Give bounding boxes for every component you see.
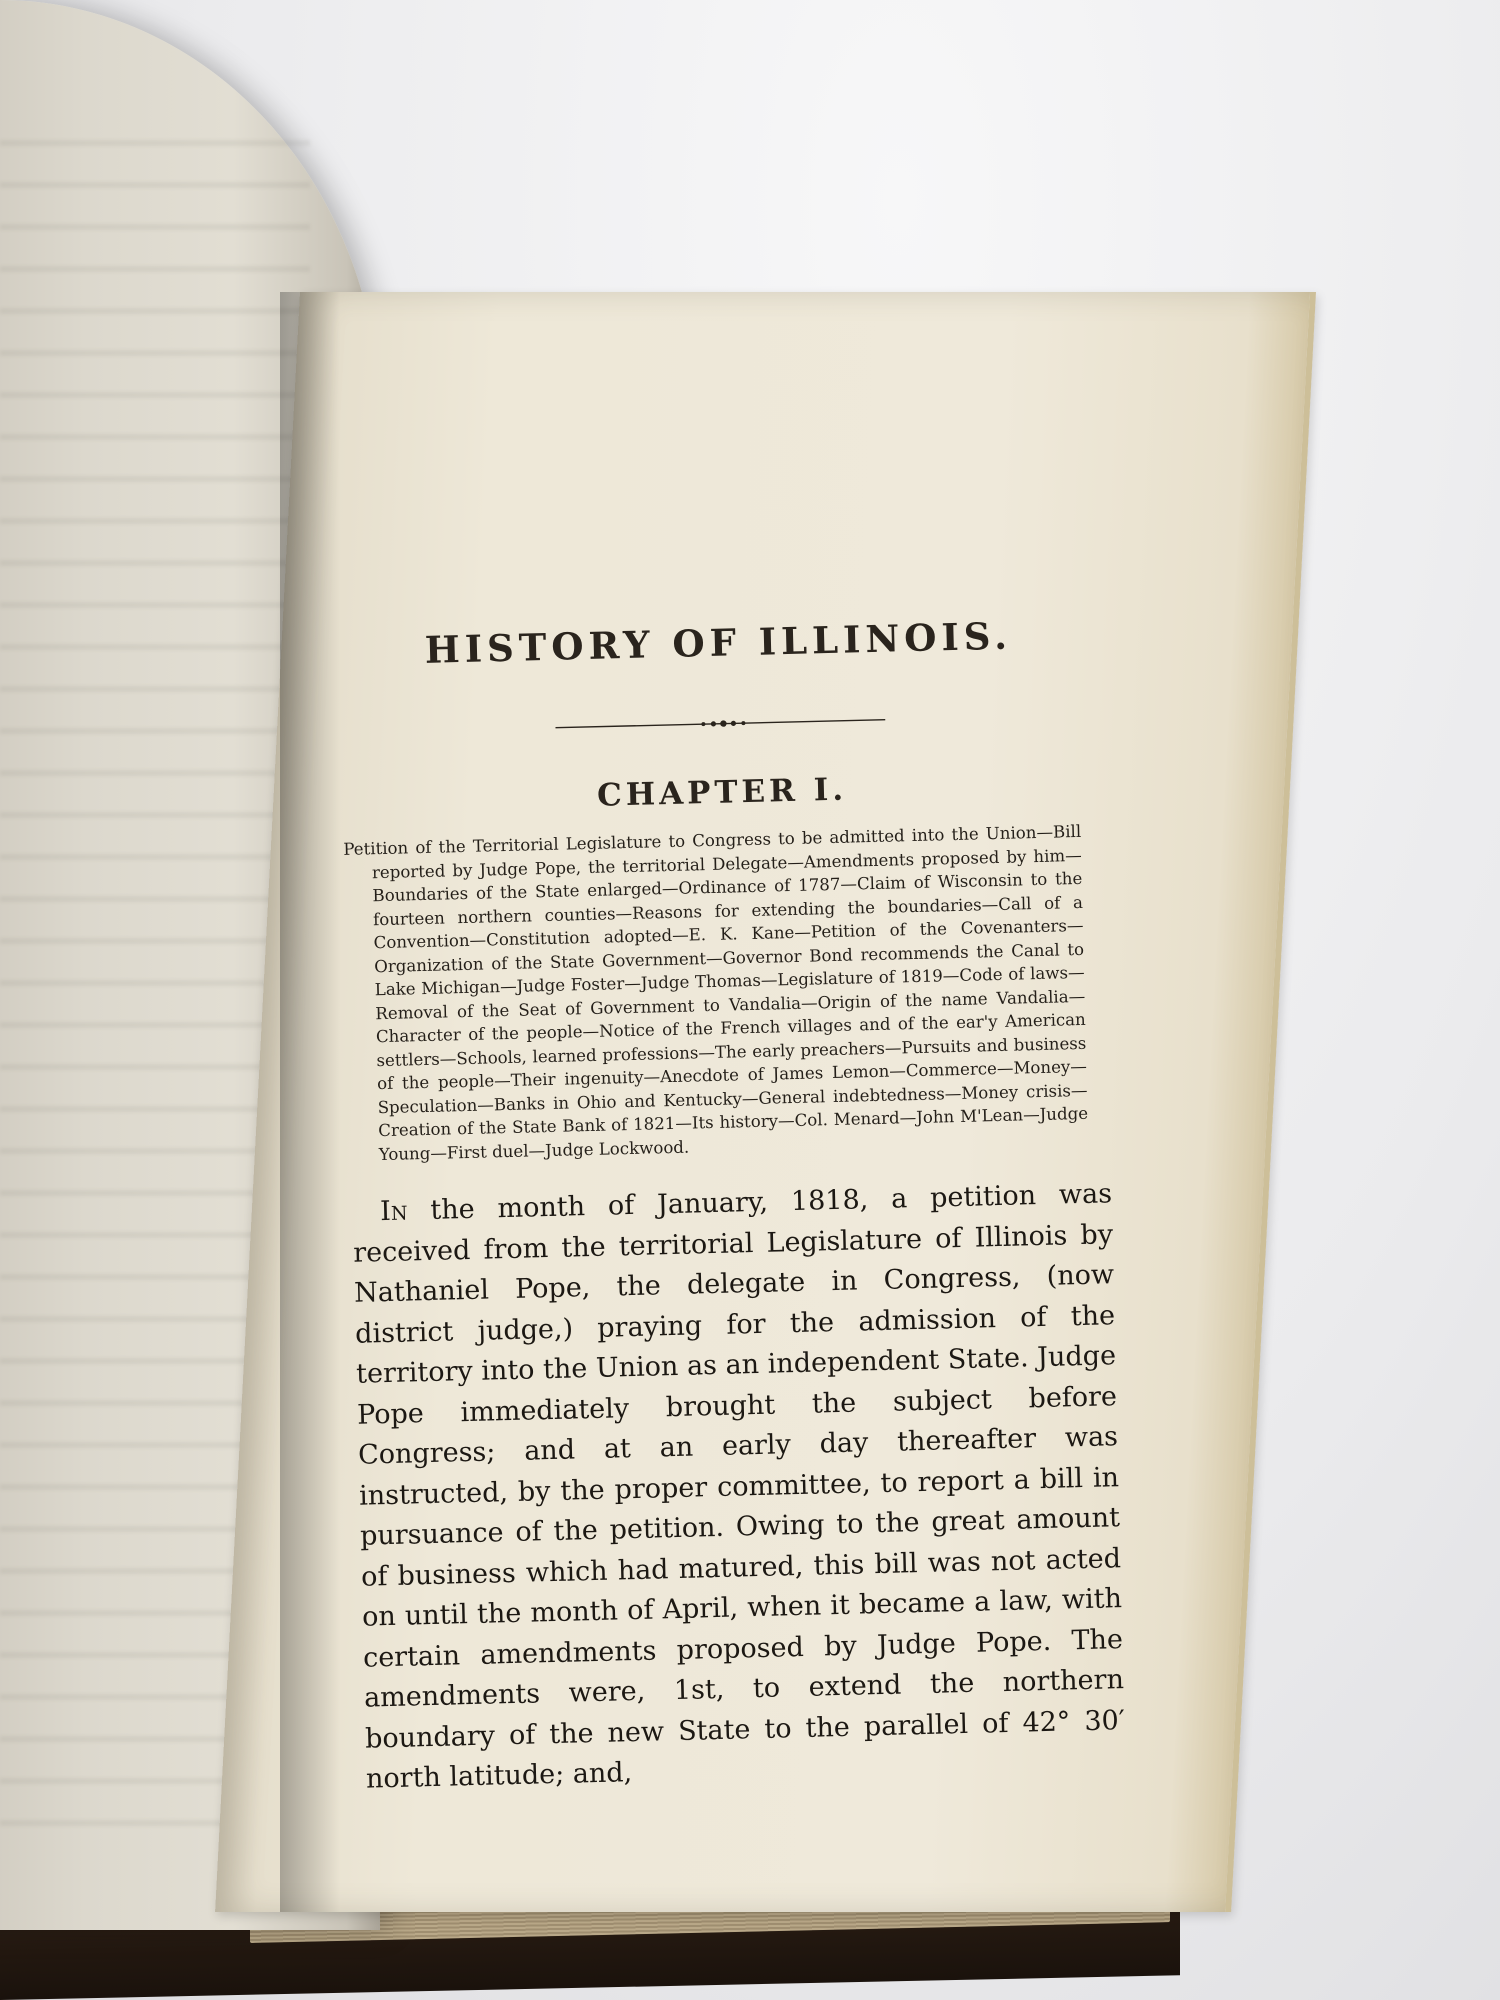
body-paragraph <box>352 1174 1127 1800</box>
body-text: the month of January, 1818, a petition was received from the territorial Legislature of Illinois by Nathaniel Pope, the delegate in Congress, (now district judge,) praying for the admission of the territory into the Union as an independent State. Judge Pope immediately brought the subject before Congress; and at an early day thereafter was instructed, by the proper committee, to report a bill in pursuance of the petition. Owing to the great amount of business which had matured, this bill was not acted on until the month of April, when it became a law, with certain amendments proposed by Judge Pope. The amendments were, 1st, to extend the northern boundary of the new State to the parallel of 42° 30′ north latitude; and, <box>352 1178 1126 1795</box>
page-text-block <box>338 611 1126 1800</box>
book-title: HISTORY OF ILLINOIS. <box>424 613 1013 672</box>
chapter-heading: CHAPTER I. <box>596 771 848 814</box>
gutter-shadow <box>280 292 340 1912</box>
body-first-word: In <box>379 1195 408 1228</box>
chapter-summary: Petition of the Territorial Legislature to Congress to be admitted into the Union—Bill reported by Judge Pope, the territorial Delegate—Amendments proposed by him—Boundaries of the State enlarged—Ordinance of 1787—Claim of Wisconsin to the fourteen northern counties—Reasons for extending the boundaries—Call of a Convention—Constitution adopted—E. K. Kane—Petition of the Covenanters—Organization of the State Government—Governor Bond recommends the Canal to Lake Michigan—Judge Foster—Judge Thomas—Legislature of 1819—Code of laws—Removal of the Seat of Government to Vandalia—Origin of the name Vandalia—Character of the people—Notice of the French villages and of the ear'y American settlers—Schools, learned professions—The early preachers—Pursuits and business of the people—Their ingenuity—Anecdote of James Lemon—Commerce—Money—Speculation—Banks in Ohio and Kentucky—General indebtedness—Money crisis—Creation of the State Bank of 1821—Its history—Col. Menard—John M'Lean—Judge Young—First duel—Judge Lockwood. <box>343 821 1089 1164</box>
ornament-divider <box>555 713 885 735</box>
